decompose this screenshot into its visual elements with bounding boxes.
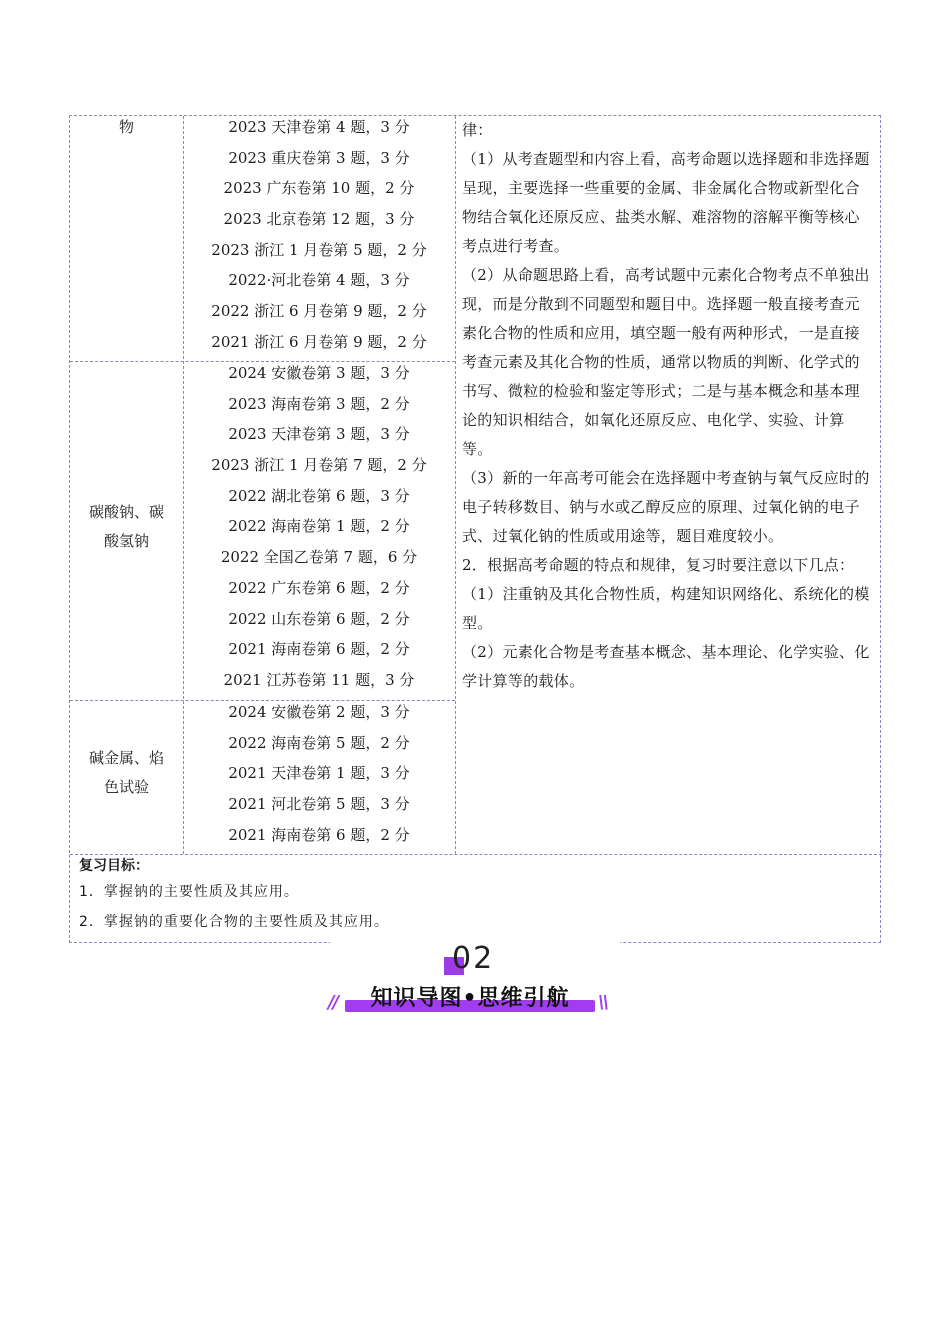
exam-item: 2022 浙江 6 月卷第 9 题，2 分	[211, 302, 427, 321]
notes-paragraph: 2．根据高考命题的特点和规律，复习时要注意以下几点：	[462, 556, 855, 574]
topic-label: 酸氢钠	[103, 532, 149, 550]
exam-item: 2022 海南卷第 1 题，2 分	[228, 517, 410, 536]
notes-paragraph: （2）元素化合物是考查基本概念、基本理论、化学实验、化学计算等的载体。	[462, 643, 870, 690]
review-goals	[70, 854, 882, 944]
notes-paragraph: （1）从考查题型和内容上看，高考命题以选择题和非选择题呈现，主要选择一些重要的金属、非金属化合物或新型化合物结合氧化还原反应、盐类水解、难溶物的溶解平衡等核心考点进行考查。	[462, 150, 870, 255]
exam-item: 2021 浙江 6 月卷第 9 题，2 分	[211, 332, 427, 351]
left-slash-mark: //	[328, 992, 338, 1013]
exam-item: 2022 全国乙卷第 7 题，6 分	[220, 548, 418, 567]
exam-item: 2023 浙江 1 月卷第 7 题，2 分	[211, 456, 427, 475]
exam-list	[183, 701, 455, 854]
goal-item: 1．掌握钠的主要性质及其应用。	[79, 884, 299, 900]
exam-item: 2024 安徽卷第 2 题，3 分	[228, 703, 410, 721]
exam-list	[183, 362, 455, 700]
exam-item: 2023 广东卷第 10 题，2 分	[223, 179, 415, 198]
exam-item: 2022 海南卷第 5 题，2 分	[228, 733, 410, 752]
notes-paragraph: 律：	[462, 121, 493, 139]
topic-label: 碱金属、焰	[88, 749, 164, 767]
column-divider	[455, 116, 456, 854]
section-title: 知识导图•思维引航	[370, 986, 570, 1011]
exam-item: 2021 河北卷第 5 题，3 分	[228, 795, 410, 814]
exam-item: 2023 天津卷第 4 题，3 分	[228, 118, 410, 136]
exam-item: 2023 重庆卷第 3 题，3 分	[228, 148, 410, 167]
exam-item: 2022 广东卷第 6 题，2 分	[228, 578, 410, 597]
topic-label: 物	[118, 118, 134, 136]
topic-label: 色试验	[103, 778, 149, 796]
exam-item: 2022·河北卷第 4 题，3 分	[228, 271, 410, 290]
topic-cell	[70, 744, 183, 802]
exam-item: 2023 北京卷第 12 题，3 分	[223, 210, 415, 229]
notes-paragraph: （3）新的一年高考可能会在选择题中考查钠与氧气反应时的电子转移数目、钠与水或乙醇反应的原理、过氧化钠的电子式、过氧化钠的性质或用途等，题目难度较小。	[462, 469, 870, 545]
exam-item: 2021 天津卷第 1 题，3 分	[228, 764, 410, 783]
right-slash-mark: \\	[598, 992, 608, 1013]
exam-pattern-notes	[462, 116, 874, 696]
notes-paragraph: （2）从命题思路上看，高考试题中元素化合物考点不单独出现，而是分散到不同题型和题目中。选择题一般直接考查元素化合物的性质和应用，填空题一般有两种形式，一是直接考查元素及其化合物的性质，通常以物质的判断、化学式的书写、微粒的检验和鉴定等形式；二是与基本概念和基本理论的知识相结合，如氧化还原反应、电化学、实验、计算等。	[462, 266, 870, 458]
exam-item: 2023 天津卷第 3 题，3 分	[228, 425, 410, 444]
exam-item: 2021 江苏卷第 11 题，3 分	[223, 670, 415, 689]
goal-item: 2．掌握钠的重要化合物的主要性质及其应用。	[79, 914, 389, 930]
section-number: 02	[452, 941, 495, 976]
goals-title: 复习目标：	[79, 858, 149, 874]
exam-item: 2023 浙江 1 月卷第 5 题，2 分	[211, 240, 427, 259]
exam-item: 2023 海南卷第 3 题，2 分	[228, 394, 410, 413]
exam-item: 2022 湖北卷第 6 题，3 分	[228, 486, 410, 505]
exam-item: 2024 安徽卷第 3 题，3 分	[228, 364, 410, 382]
topic-label: 碳酸钠、碳	[88, 503, 164, 521]
topic-cell	[70, 113, 183, 142]
exam-item: 2021 海南卷第 6 题，2 分	[228, 825, 410, 844]
exam-item: 2021 海南卷第 6 题，2 分	[228, 640, 410, 659]
exam-list	[183, 116, 455, 362]
topic-cell	[70, 498, 183, 556]
exam-analysis-table	[69, 115, 881, 943]
exam-item: 2022 山东卷第 6 题，2 分	[228, 609, 410, 628]
notes-paragraph: （1）注重钠及其化合物性质，构建知识网络化、系统化的模型。	[462, 585, 870, 632]
